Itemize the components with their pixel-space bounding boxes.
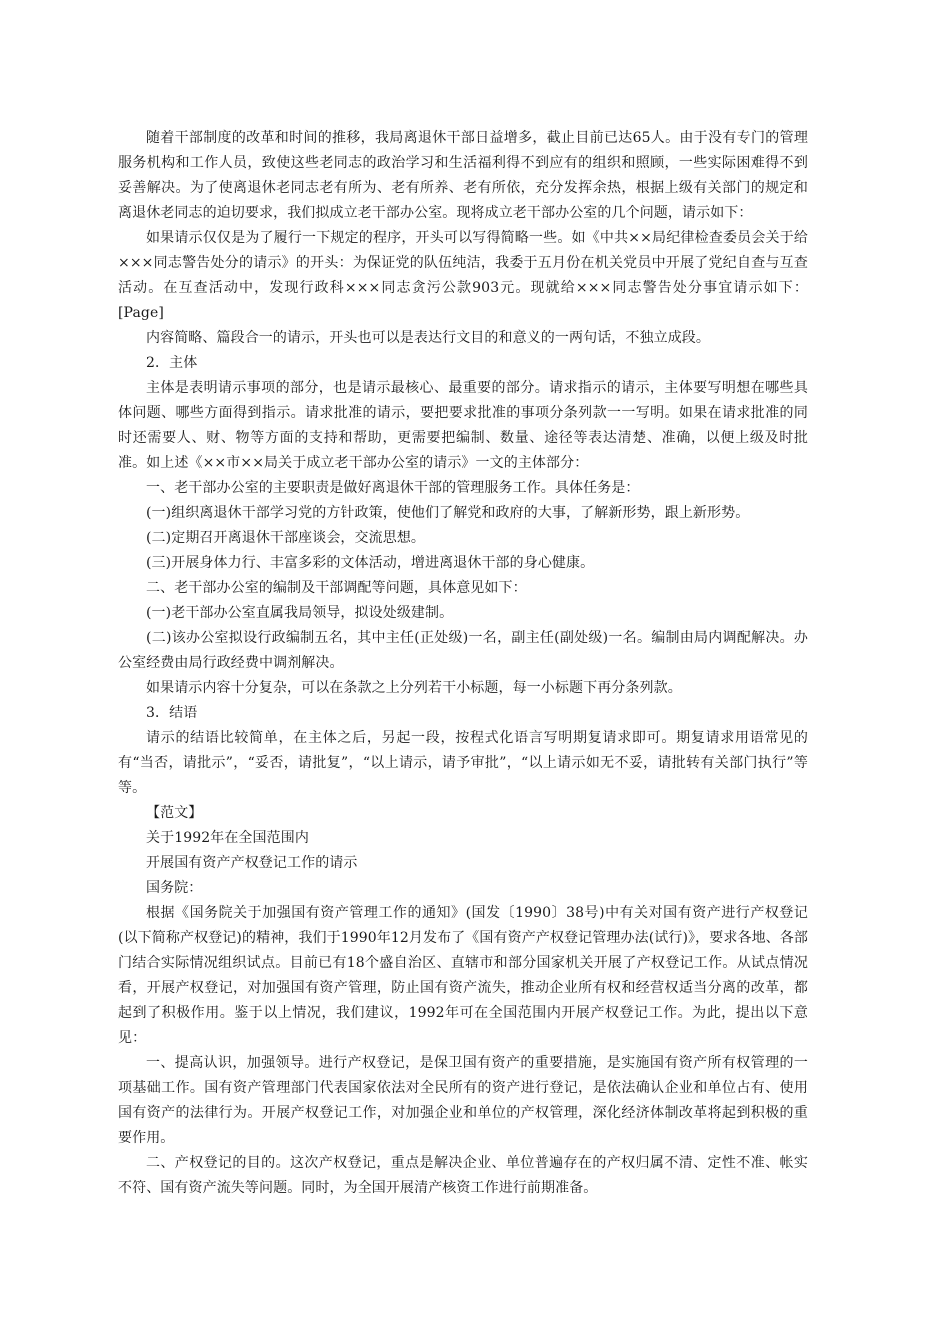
paragraph: 根据《国务院关于加强国有资产管理工作的通知》(国发〔1990〕38号)中有关对国有资产进行产权登记(以下简称产权登记)的精神，我们于1990年12月发布了《国有资产产权登记管理办法(试行)》，要求各地、各部门结合实际情况组织试点。目前已有18个盛自治区、直辖市和部分国家机关开展了产权登记工作。从试点情况看，开展产权登记，对加强国有资产管理，防止国有资产流失，推动企业所有权和经营权适当分离的改革，都起到了积极作用。鉴于以上情况，我们建议，1992年可在全国范围内开展产权登记工作。为此，提出以下意见： — [118, 905, 808, 1046]
sample-title-line: 开展国有资产产权登记工作的请示 — [146, 855, 358, 871]
paragraph: 随着干部制度的改革和时间的推移，我局离退休干部日益增多，截止目前已达65人。由于没有专门的管理服务机构和工作人员，致使这些老同志的政治学习和生活福利得不到应有的组织和照顾，一些实际困难得不到妥善解决。为了使离退休老同志老有所为、老有所养、老有所依，充分发挥余热，根据上级有关部门的规定和离退休老同志的迫切要求，我们拟成立老干部办公室。现将成立老干部办公室的几个问题，请示如下： — [118, 130, 808, 221]
paragraph: 请示的结语比较简单，在主体之后，另起一段，按程式化语言写明期复请求即可。期复请求用语常见的有“当否，请批示”，“妥否，请批复”，“以上请示，请予审批”，“以上请示如无不妥，请批转有关部门执行”等等。 — [118, 730, 808, 796]
list-item: (二)该办公室拟设行政编制五名，其中主任(正处级)一名，副主任(副处级)一名。编制由局内调配解决。办公室经费由局行政经费中调剂解决。 — [118, 630, 808, 671]
section-heading: 3．结语 — [146, 705, 198, 721]
list-item: 一、老干部办公室的主要职责是做好离退休干部的管理服务工作。具体任务是： — [146, 480, 640, 496]
paragraph: 如果请示内容十分复杂，可以在条款之上分列若干小标题，每一小标题下再分条列款。 — [146, 680, 682, 696]
paragraph: 如果请示仅仅是为了履行一下规定的程序，开头可以写得简略一些。如《中共××局纪律检查委员会关于给×××同志警告处分的请示》的开头：为保证党的队伍纯洁，我委于五月份在机关党员中开展了党纪自查与互查活动。在互查活动中，发现行政科×××同志贪污公款903元。现就给×××同志警告处分事宜请示如下：[Page] — [118, 230, 808, 321]
sample-label: 【范文】 — [146, 805, 203, 821]
section-heading: 2．主体 — [146, 355, 198, 371]
list-item: 二、老干部办公室的编制及干部调配等问题，具体意见如下： — [146, 580, 527, 596]
document-body — [118, 126, 808, 1201]
list-item: (一)组织离退休干部学习党的方针政策，使他们了解党和政府的大事，了解新形势，跟上新形势。 — [146, 505, 750, 521]
paragraph: 内容简略、篇段合一的请示，开头也可以是表达行文目的和意义的一两句话，不独立成段。 — [146, 330, 710, 346]
list-item: (三)开展身体力行、丰富多彩的文体活动，增进离退休干部的身心健康。 — [146, 555, 595, 571]
sample-title-line: 关于1992年在全国范围内 — [146, 830, 309, 846]
list-item: (一)老干部办公室直属我局领导，拟设处级建制。 — [146, 605, 454, 621]
list-item: (二)定期召开离退休干部座谈会，交流思想。 — [146, 530, 426, 546]
paragraph: 一、提高认识，加强领导。进行产权登记，是保卫国有资产的重要措施，是实施国有资产所有权管理的一项基础工作。国有资产管理部门代表国家依法对全民所有的资产进行登记，是依法确认企业和单位占有、使用国有资产的法律行为。开展产权登记工作，对加强企业和单位的产权管理，深化经济体制改革将起到积极的重要作用。 — [118, 1055, 808, 1146]
paragraph: 二、产权登记的目的。这次产权登记，重点是解决企业、单位普遍存在的产权归属不清、定性不准、帐实不符、国有资产流失等问题。同时，为全国开展清产核资工作进行前期准备。 — [118, 1155, 808, 1196]
paragraph: 主体是表明请示事项的部分，也是请示最核心、最重要的部分。请求指示的请示，主体要写明想在哪些具体问题、哪些方面得到指示。请求批准的请示，要把要求批准的事项分条列款一一写明。如果在请求批准的同时还需要人、财、物等方面的支持和帮助，更需要把编制、数量、途径等表达清楚、准确，以便上级及时批准。如上述《××市××局关于成立老干部办公室的请示》一文的主体部分： — [118, 380, 808, 471]
sample-addressee: 国务院： — [146, 880, 203, 896]
